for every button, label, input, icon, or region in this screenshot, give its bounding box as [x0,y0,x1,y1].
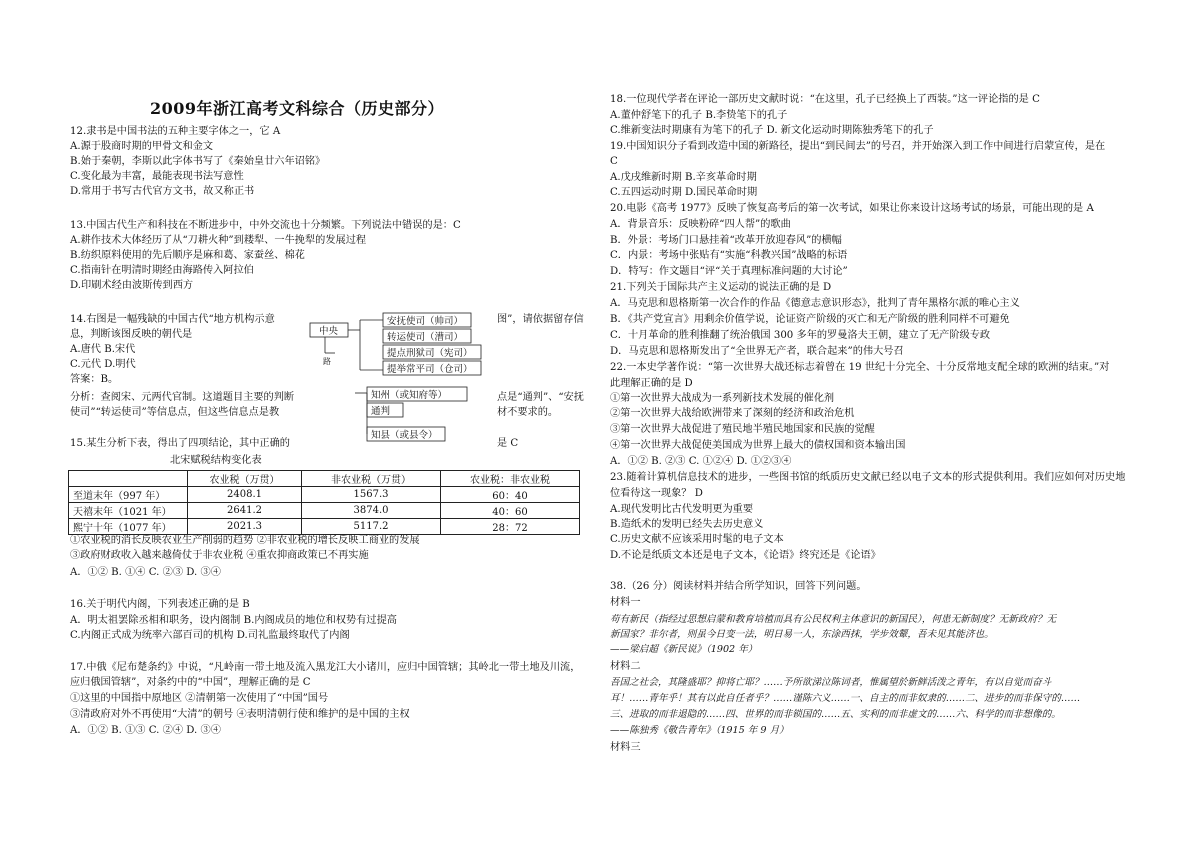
office-label: 提点刑狱司（宪司） [387,348,473,359]
option-line: C.指南针在明清时期经由海路传入阿拉伯 [70,265,254,276]
material-text: 三、进取的而非退隐的……四、世界的而非锁国的……五、实利的而非虚文的……六、科学的而非想像的。 [610,709,1061,720]
material-text: 苟有新民（指经过思想启蒙和教育培植而具有公民权利主体意识的新国民），何患无新制度？无新政府？无 [610,614,1057,625]
option-line: B.纺织原料使用的先后顺序是麻和葛、家蚕丝、棉花 [70,250,305,261]
option-line: B.造纸术的发明已经失去历史意义 [610,519,764,530]
table-header-cell: 农业税：非农业税 [441,471,580,487]
statement-line: ②第一次世界大战给欧洲带来了深刻的经济和政治危机 [610,408,855,419]
question-16-stem: 16.关于明代内阁，下列表述正确的是 B [70,599,250,610]
option-line: A．①② B. ①④ C. ②③ D. ③④ [70,567,221,578]
statement-line: ③第一次世界大战促进了殖民地半殖民地国家和民族的觉醒 [610,424,875,435]
table-cell: 熙宁十年（1077 年） [69,519,188,535]
question-15-stem: 15.某生分析下表，得出了四项结论，其中正确的 [70,438,290,449]
prefecture-label: 知州（或知府等） [371,390,448,401]
option-line: C．内景：考场中张贴有“实施“科教兴国”战略的标语 [610,250,848,261]
question-17-stem: 17.中俄《尼布楚条约》中说，“凡岭南一带土地及流入黑龙江大小诸川，应归中国管辖；其岭北一带土地及川流， [70,662,581,673]
material-heading: 材料二 [610,661,641,672]
option-line: D.不论是纸质文本还是电子文本，《论语》终究还是《论语》 [610,550,881,561]
statement-line: ④第一次世界大战促使美国成为世界上最大的债权国和资本输出国 [610,440,906,451]
option-line: A．马克思和恩格斯第一次合作的作品《德意志意识形态》，批判了青年黑格尔派的唯心主义 [610,298,1020,309]
answer-line: 答案：B。 [70,374,119,385]
table-cell: 2021.3 [188,519,302,535]
option-line: C.元代 D.明代 [70,359,136,370]
material-text: 耳！……青年乎！其有以此自任者乎？……谨陈六义……一、自主的而非奴隶的……二、进步的而非保守的…… [610,693,1081,704]
stem-fragment: 材不要求的。 [497,407,559,418]
table-cell: 天禧末年（1021 年） [69,503,188,519]
table-cell: 5117.2 [302,519,441,535]
question-22-stem: 22.一本史学著作说：“第一次世界大战还标志着曾在 19 世纪十分完全、十分反常地支配全球的欧洲的结束。”对 [610,362,1110,373]
material-heading: 材料三 [610,742,641,753]
page-title: 2009年浙江高考文科综合（历史部分） [150,99,445,118]
local-administration-diagram [305,308,495,448]
stem-fragment: 图”，请依据留存信 [497,314,584,325]
option-line: A.现代发明比古代发明更为重要 [610,504,754,515]
option-line: A.董仲舒笔下的孔子 B.李贽笔下的孔子 [610,110,788,121]
question-38-stem: 38.（26 分）阅读材料并结合所学知识，回答下列问题。 [610,581,867,592]
option-line: B.始于秦朝，李斯以此字体书写了《秦始皇廿六年诏铭》 [70,156,326,167]
option-line: D．马克思和恩格斯发出了“全世界无产者，联合起来”的伟大号召 [610,346,904,357]
option-line: A．①② B. ①③ C. ②④ D. ③④ [70,725,221,736]
tongpan-label: 通判 [371,406,391,417]
conclusion-line: ①农业税的消长反映农业生产削弱的趋势 ②非农业税的增长反映工商业的发展 [70,535,420,546]
option-line: D.常用于书写古代官方文书，故又称正书 [70,186,255,197]
option-line: D.印刷术经由波斯传到西方 [70,280,194,291]
option-line: A．背景音乐：反映粉碎“四人帮”的歌曲 [610,219,791,230]
stem-fragment: 点是“通判”、“安抚 [497,392,584,403]
option-line: A．①② B. ②③ C. ①②④ D. ①②③④ [610,456,792,467]
stem-fragment: 是 C [497,438,519,449]
table-cell: 40：60 [441,503,580,519]
material-text: 新国家？非尔者，则虽今日变一法，明日易一人，东涂西抹，学步效颦，吾未见其能济也。 [610,629,994,640]
conclusion-line: ③政府财政收入越来越倚仗于非农业税 ④重农抑商政策已不再实施 [70,550,369,561]
table-caption: 北宋赋税结构变化表 [170,455,262,466]
question-13-stem: 13.中国古代生产和科技在不断进步中，中外交流也十分频繁。下列说法中错误的是：C [70,220,461,231]
table-cell: 3874.0 [302,503,441,519]
option-line: C.维新变法时期康有为笔下的孔子 D. 新文化运动时期陈独秀笔下的孔子 [610,125,934,136]
table-header-row [69,471,580,487]
table-header-cell: 农业税（万贯） [188,471,302,487]
option-line: D．特写：作文题目“评“关于真理标准问题的大讨论” [610,266,848,277]
option-line: B．外景：考场门口悬挂着“改革开放迎春风”的横幅 [610,235,842,246]
question-22-stem-cont: 此理解正确的是 D [610,378,693,389]
material-source: ——梁启超《新民说》（1902 年） [610,644,758,655]
county-label: 知县（或县令） [371,430,438,441]
question-21-stem: 21.下列关于国际共产主义运动的说法正确的是 D [610,282,832,293]
table-header-cell: 非农业税（万贯） [302,471,441,487]
office-label: 安抚使司（帅司） [387,316,464,327]
office-label: 转运使司（漕司） [387,332,464,343]
material-text: 吾国之社会，其隆盛耶？抑将亡耶？……予所欲涕泣陈词者，惟属望於新鲜活泼之青年，有以自觉而奋斗 [610,677,1052,688]
question-20-stem: 20.电影《高考 1977》反映了恢复高考后的第一次考试，如果让你来设计这场考试的场景，可能出现的是 A [610,203,1094,214]
question-12-stem: 12.隶书是中国书法的五种主要字体之一，它 A [70,126,281,137]
option-line: C．十月革命的胜利推翻了统治俄国 300 多年的罗曼洛夫王朝，建立了无产阶级专政 [610,330,991,341]
question-18-stem: 18.一位现代学者在评论一部历史文献时说：“在这里，孔子已经换上了西装。”这一评论指的是 C [610,94,1040,105]
statement-line: ①第一次世界大战成为一系列新技术发展的催化剂 [610,393,835,404]
tax-structure-table [68,470,580,535]
answer-line: C [610,156,618,167]
route-label-partial: 路 [323,357,331,366]
table-cell: 2641.2 [188,503,302,519]
table-cell: 至道末年（997 年） [69,487,188,503]
option-line: C.变化最为丰富，最能表现书法写意性 [70,171,244,182]
statement-line: ③清政府对外不再使用“大清”的朝号 ④表明清朝行使和维护的是中国的主权 [70,709,410,720]
table-cell: 1567.3 [302,487,441,503]
material-heading: 材料一 [610,597,641,608]
question-19-stem: 19.中国知识分子看到改造中国的新路径，提出“到民间去”的号召，并开始深入到工作中间进行启蒙宣传，是在 [610,141,1106,152]
statement-line: ①这里的中国指中原地区 ②清朝第一次使用了“中国”国号 [70,693,329,704]
table-row [69,519,580,535]
option-line: C.历史文献不应该采用时髦的电子文本 [610,534,784,545]
option-line: C.五四运动时期 D.国民革命时期 [610,187,758,198]
question-23-stem: 23.随着计算机信息技术的进步，一些图书馆的纸质历史文献已经以电子文本的形式提供利用。我们应如何对历史地 [610,472,1126,483]
material-source: ——陈独秀《敬告青年》（1915 年 9 月） [610,725,789,736]
question-14-stem-cont: 息，判断该图反映的朝代是 [70,329,193,340]
table-row [69,503,580,519]
table-cell: 28：72 [441,519,580,535]
option-line: B．《共产党宣言》用剩余价值学说，论证资产阶级的灭亡和无产阶级的胜利同样不可避免 [610,314,1010,325]
option-line: A.源于股商时期的甲骨文和金文 [70,141,214,152]
option-line: A.唐代 B.宋代 [70,344,136,355]
center-label: 中央 [319,326,339,337]
question-17-stem-cont: 应归俄国管辖”，对条约中的“中国”，理解正确的是 C [70,677,311,688]
question-14-stem: 14.右图是一幅残缺的中国古代“地方机构示意 [70,314,275,325]
table-cell: 2408.1 [188,487,302,503]
option-line: A.耕作技术大体经历了从“刀耕火种”到耧犁、一牛挽犁的发展过程 [70,235,367,246]
option-line: C.内阁正式成为统率六部百司的机构 D.司礼监最终取代了内阁 [70,630,350,641]
table-row [69,487,580,503]
table-cell: 60：40 [441,487,580,503]
table-header-cell [69,471,188,487]
option-line: A．明太祖罢除丞相和职务，设内阁制 B.内阁成员的地位和权势有过提高 [70,615,397,626]
analysis-line: 分析：查阅宋、元两代官制。这道题目主要的判断 [70,392,295,403]
option-line: A.戊戌维新时期 B.辛亥革命时期 [610,172,757,183]
question-23-stem-cont: 位看待这一现象？ D [610,488,703,499]
analysis-line: 使司”“转运使司”等信息点，但这些信息点是教 [70,407,280,418]
office-label: 提举常平司（仓司） [387,364,473,375]
